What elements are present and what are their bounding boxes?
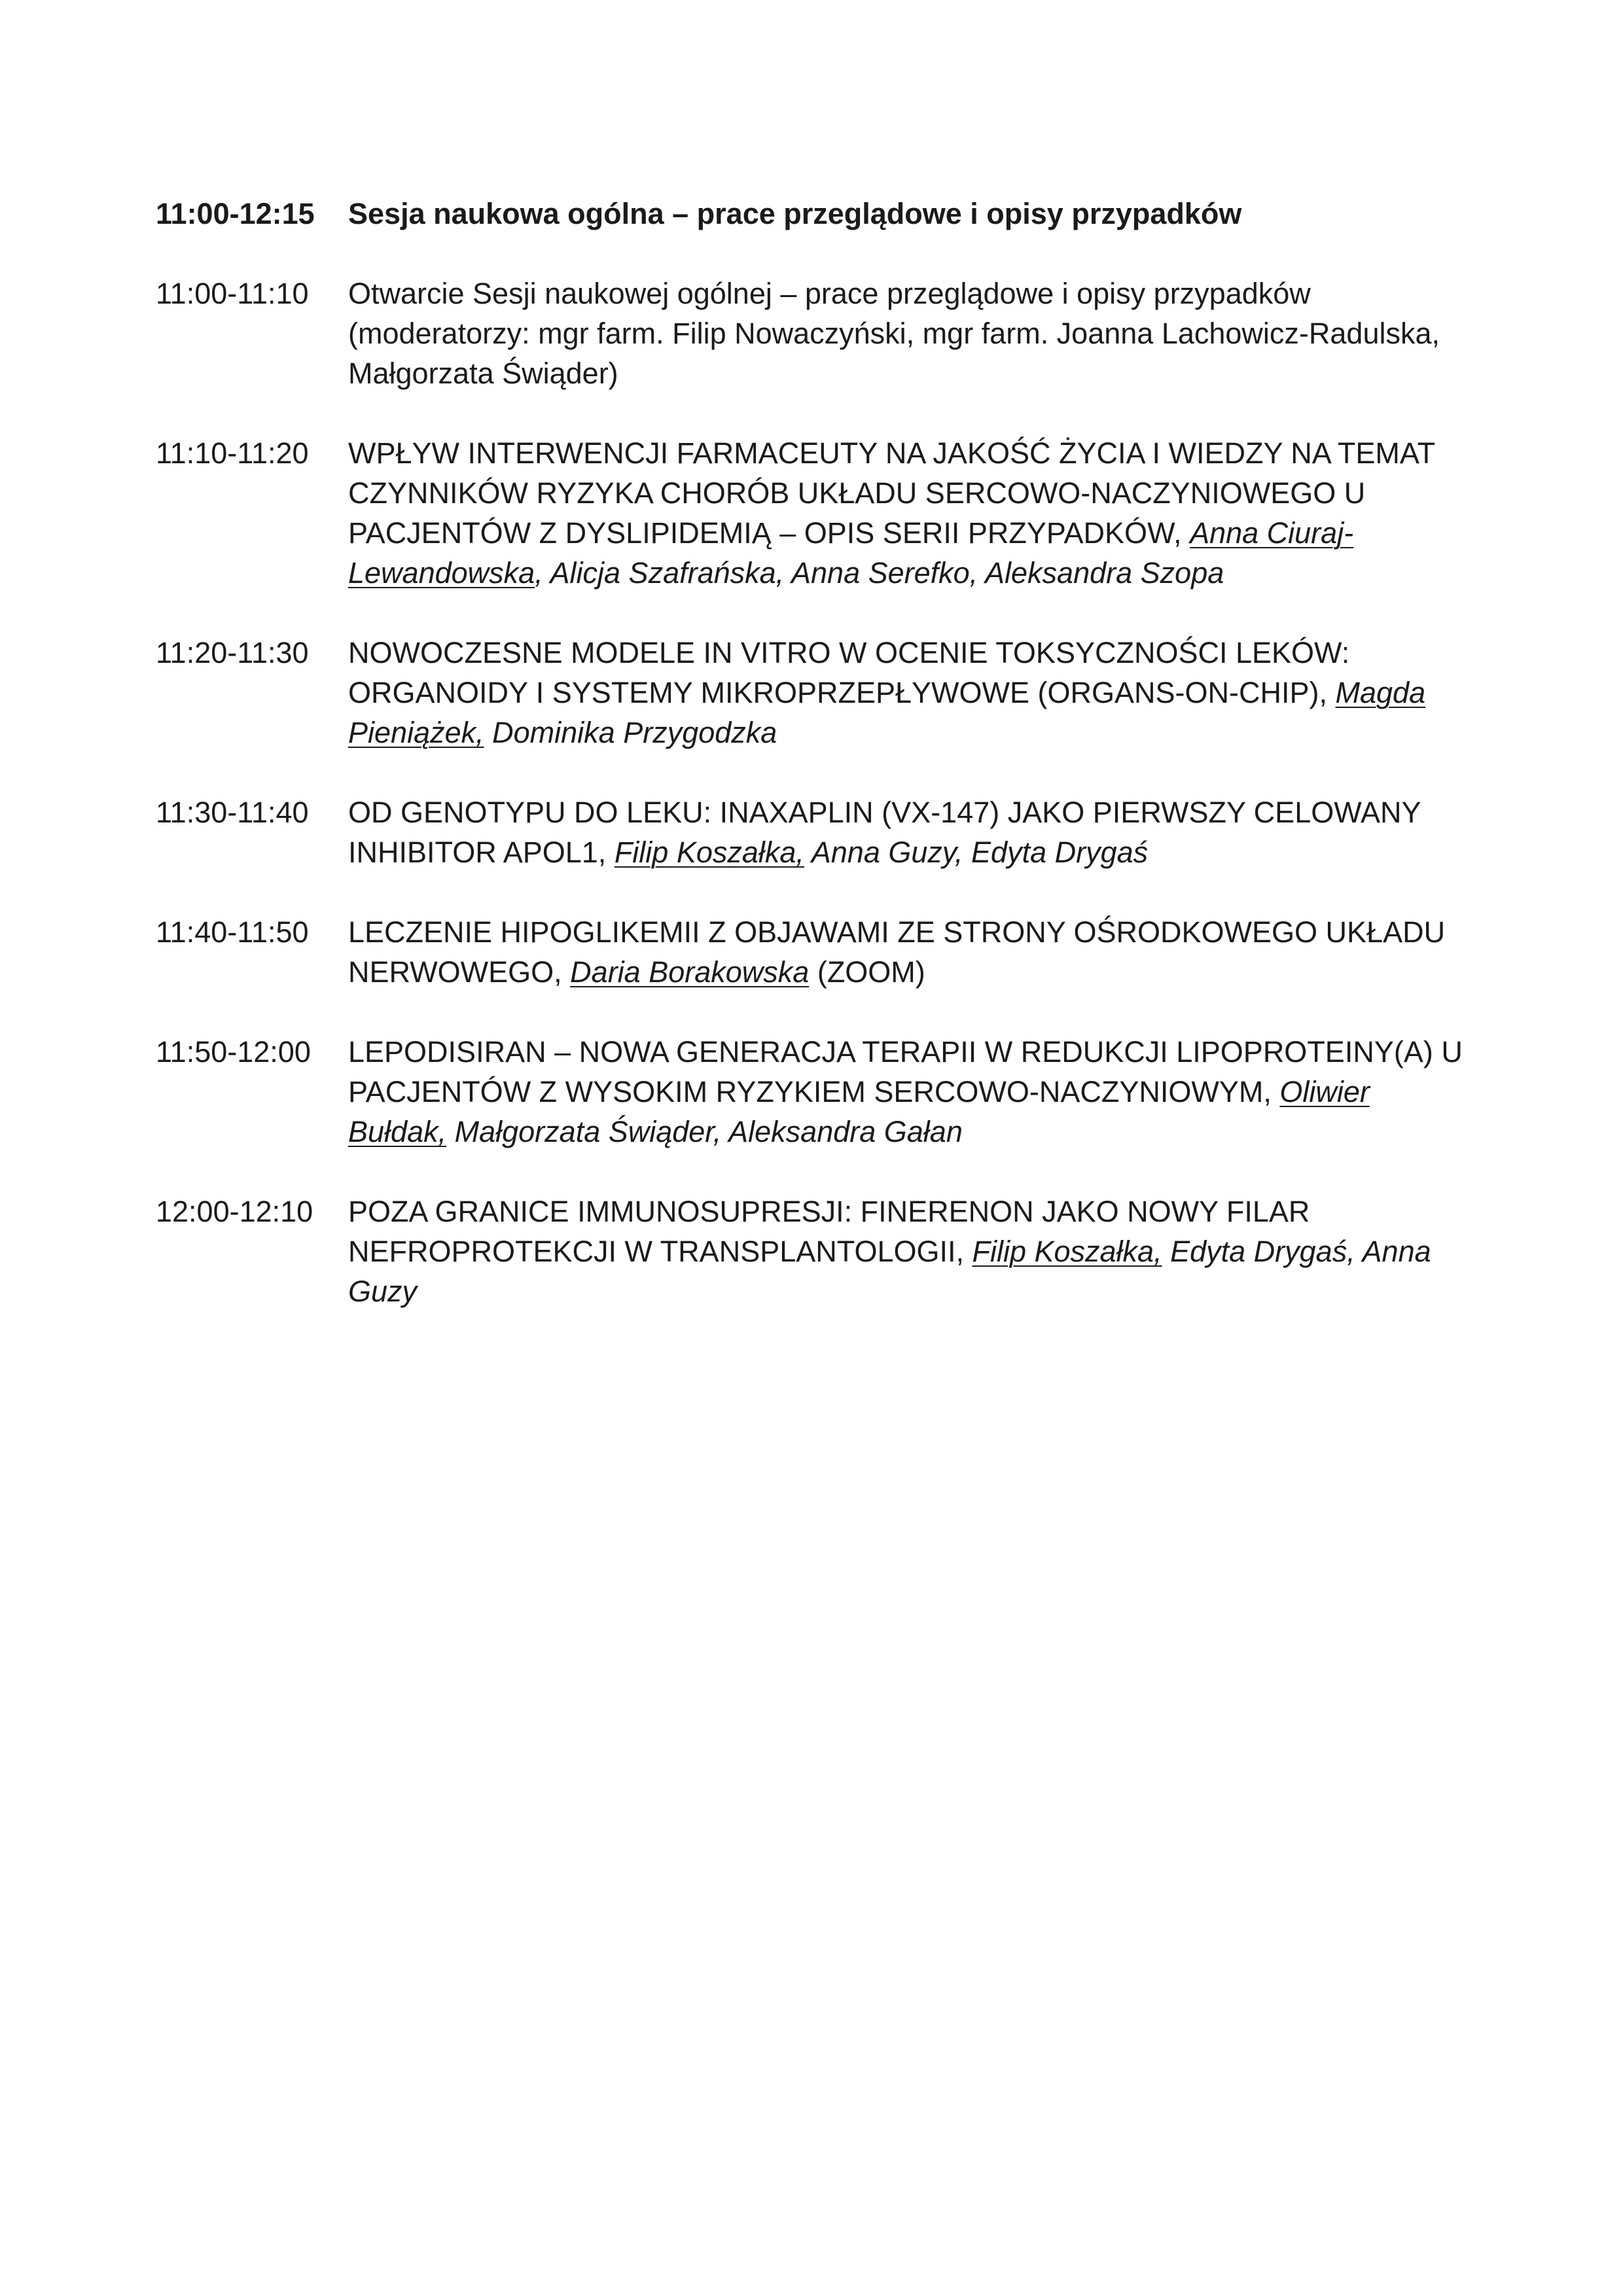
item-text [348, 633, 1465, 752]
item-text [348, 1192, 1465, 1311]
program-item [156, 1032, 1465, 1152]
co-authors: Dominika Przygodzka [484, 716, 777, 749]
co-authors: Edyta Drygaś, Anna Guzy [348, 1235, 1431, 1308]
item-time: 11:50-12:00 [156, 1035, 311, 1069]
co-authors: , Alicja Szafrańska, Anna Serefko, Aleksandra Szopa [535, 556, 1224, 590]
program-item [156, 633, 1465, 752]
item-text [348, 274, 1465, 393]
program-item [156, 274, 1465, 393]
program-item [156, 912, 1465, 992]
presenting-author: Daria Borakowska [570, 955, 810, 989]
presenting-author: Magda Pieniążek, [348, 676, 1426, 749]
item-text [348, 433, 1465, 593]
item-title: WPŁYW INTERWENCJI FARMACEUTY NA JAKOŚĆ ŻYCIA I WIEDZY NA TEMAT CZYNNIKÓW RYZYKA CHORÓB UKŁADU SERCOWO-NACZYNIOWEGO U PACJENTÓW Z DYSLIPIDEMIĄ – OPIS SERII PRZYPADKÓW, [348, 436, 1435, 550]
presentation-mode-note: (ZOOM) [809, 955, 925, 989]
item-title: OD GENOTYPU DO LEKU: INAXAPLIN (VX-147) JAKO PIERWSZY CELOWANY INHIBITOR APOL1, [348, 796, 1421, 869]
item-time: 11:00-11:10 [156, 277, 309, 310]
presenting-author: Anna Ciuraj-Lewandowska [348, 516, 1354, 590]
presenting-author: Filip Koszałka, [614, 836, 804, 869]
co-authors: Małgorzata Świąder, Aleksandra Gałan [446, 1115, 963, 1148]
program-item [156, 792, 1465, 872]
item-title: LECZENIE HIPOGLIKEMII Z OBJAWAMI ZE STRONY OŚRODKOWEGO UKŁADU NERWOWEGO, [348, 915, 1446, 989]
item-title: NOWOCZESNE MODELE IN VITRO W OCENIE TOKSYCZNOŚCI LEKÓW: ORGANOIDY I SYSTEMY MIKROPRZEPŁYWOWE (ORGANS-ON-CHIP), [348, 636, 1350, 709]
item-title: LEPODISIRAN – NOWA GENERACJA TERAPII W REDUKCJI LIPOPROTEINY(A) U PACJENTÓW Z WYSOKIM RYZYKIEM SERCOWO-NACZYNIOWYM, [348, 1035, 1463, 1108]
session-program [156, 194, 1465, 1311]
item-title: Otwarcie Sesji naukowej ogólnej – prace przeglądowe i opisy przypadków (moderatorzy: mgr farm. Filip Nowaczyński, mgr farm. Joanna Lachowicz-Radulska, Małgorzata Świąder) [348, 277, 1440, 390]
item-text [348, 1032, 1465, 1152]
item-time: 11:10-11:20 [156, 436, 309, 470]
presenting-author: Oliwier Bułdak, [348, 1075, 1370, 1148]
item-time: 11:20-11:30 [156, 636, 309, 669]
item-text [348, 792, 1465, 872]
session-time: 11:00-12:15 [156, 197, 315, 230]
program-item [156, 1192, 1465, 1311]
co-authors: Anna Guzy, Edyta Drygaś [804, 836, 1149, 869]
session-header [156, 194, 1465, 234]
item-time: 11:30-11:40 [156, 796, 309, 829]
item-text [348, 912, 1465, 992]
program-item [156, 433, 1465, 593]
item-time: 12:00-12:10 [156, 1195, 313, 1228]
item-time: 11:40-11:50 [156, 915, 309, 949]
presenting-author: Filip Koszałka, [972, 1235, 1162, 1268]
item-title: POZA GRANICE IMMUNOSUPRESJI: FINERENON JAKO NOWY FILAR NEFROPROTEKCJI W TRANSPLANTOLOGII, [348, 1195, 1310, 1268]
session-title: Sesja naukowa ogólna – prace przeglądowe i opisy przypadków [348, 197, 1242, 230]
